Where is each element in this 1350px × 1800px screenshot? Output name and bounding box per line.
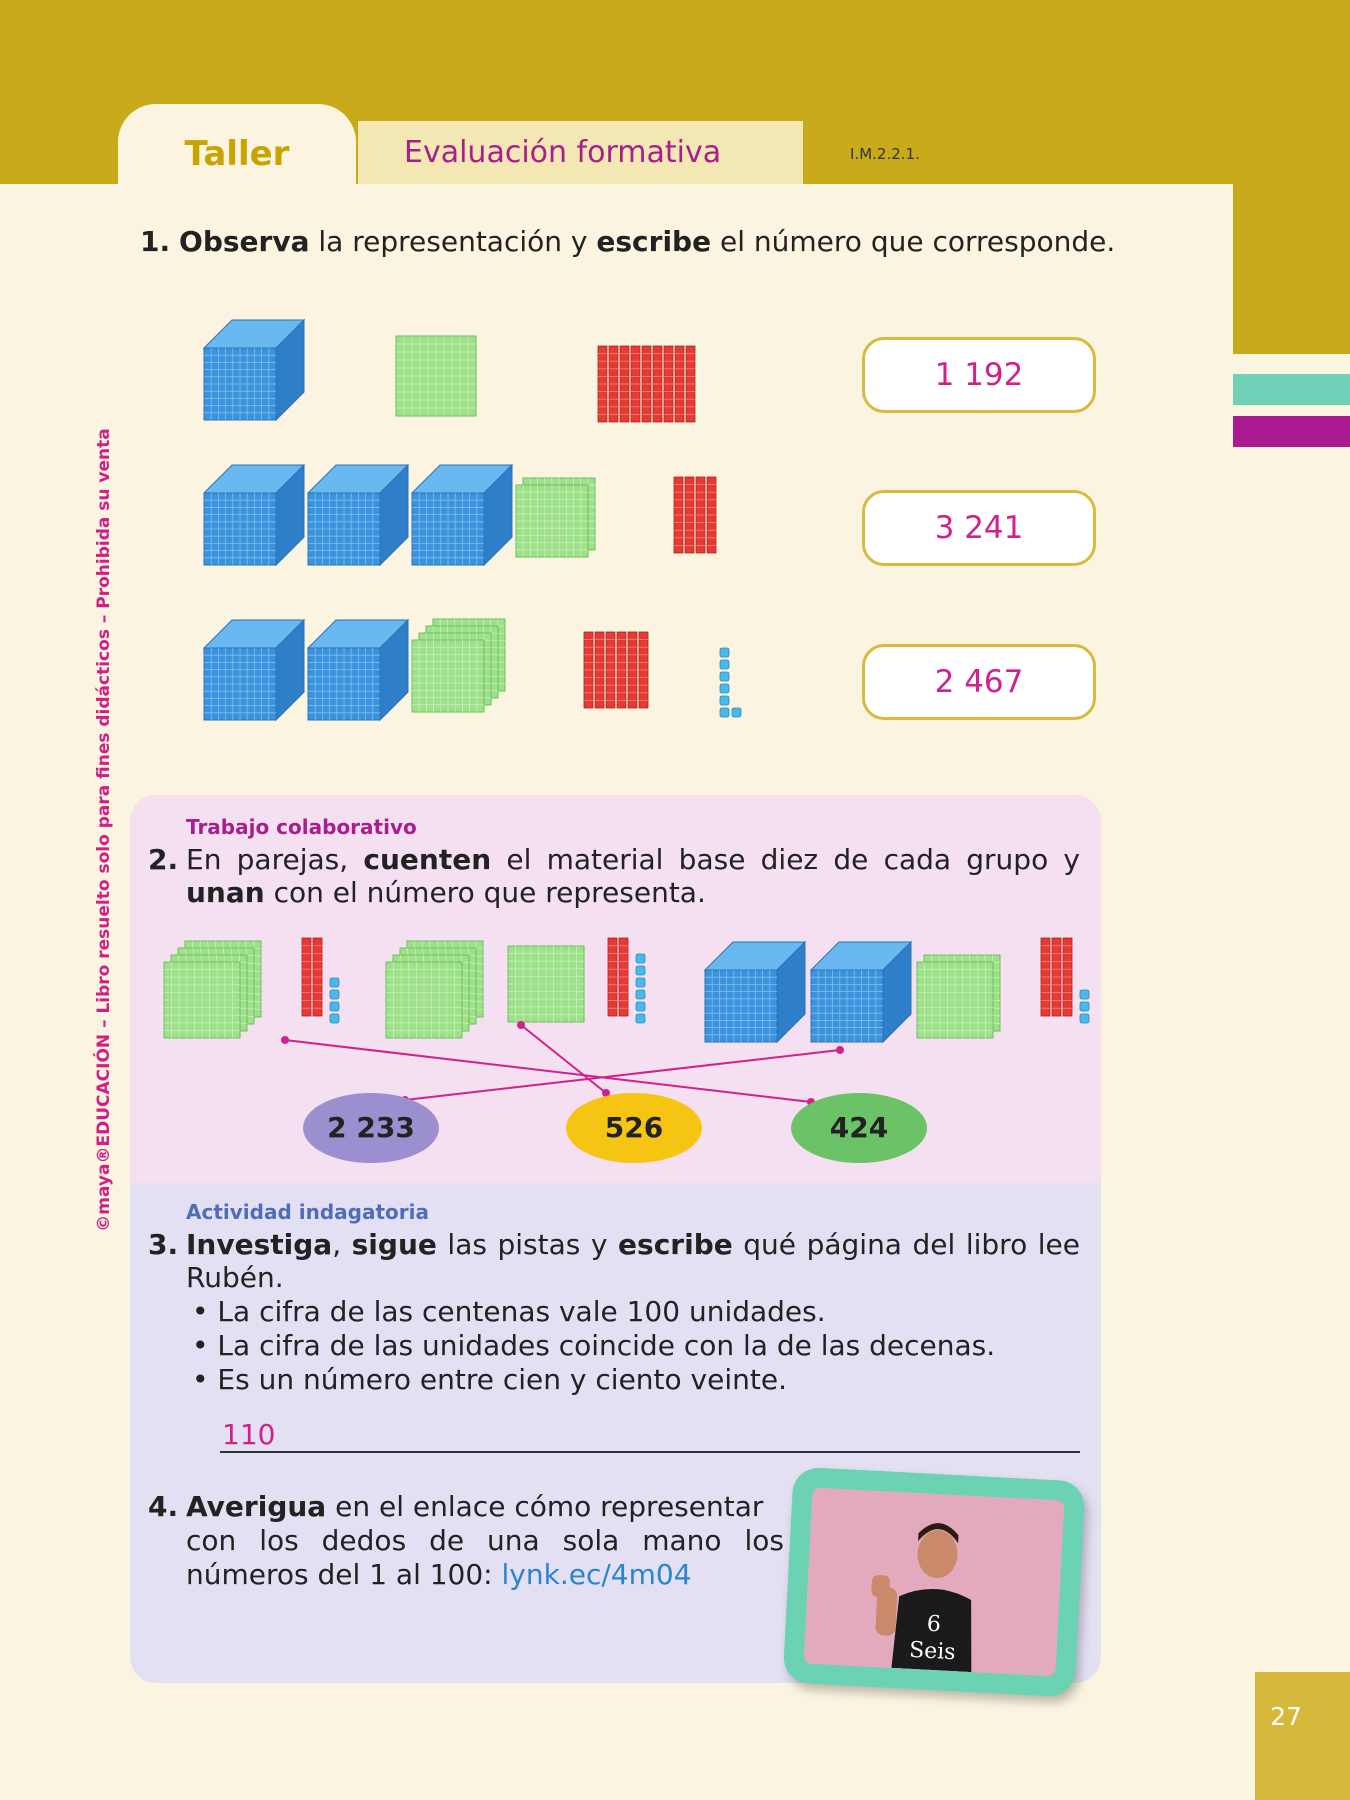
- thousand-cube: [204, 465, 304, 565]
- photo-caption-number: 6: [926, 1611, 942, 1638]
- question-4-number: 4.: [148, 1490, 179, 1523]
- sign-language-photo: [783, 1467, 1086, 1698]
- thousand-cube: [204, 620, 304, 720]
- number-option-3[interactable]: 424: [791, 1093, 927, 1163]
- ten-rods: [1041, 938, 1072, 1016]
- thousand-cube: [412, 465, 512, 565]
- question-4-line-2: con los dedos de una sola mano los: [186, 1524, 784, 1557]
- unit-cubes: [720, 648, 741, 717]
- number-option-1[interactable]: 2 233: [303, 1093, 439, 1163]
- clue-3: • Es un número entre cien y ciento veinte.: [192, 1363, 787, 1396]
- unit-cubes: [330, 978, 339, 1023]
- hundred-flats: [917, 955, 1000, 1038]
- tab-taller-label: Taller: [184, 134, 290, 174]
- hundred-flats: [396, 336, 476, 416]
- answer-box-2[interactable]: 3 241: [862, 490, 1096, 566]
- number-option-2[interactable]: 526: [566, 1093, 702, 1163]
- page-number: 27: [1270, 1702, 1302, 1731]
- thousand-cube: [204, 320, 304, 420]
- question-3-line-1: Investiga, sigue las pistas y escribe qué página del libro lee: [186, 1228, 1080, 1261]
- side-credit: ©maya®EDUCACIÓN – Libro resuelto solo para fines didácticos – Prohibida su venta: [94, 428, 114, 1232]
- hundred-flats: [516, 478, 595, 557]
- question-4-line-1: Averigua en el enlace cómo representar: [186, 1490, 764, 1523]
- resource-link[interactable]: lynk.ec/4m04: [501, 1558, 692, 1591]
- thousand-cube: [811, 942, 911, 1042]
- base-ten-blocks-q2: [150, 930, 1090, 1120]
- question-1: 1. Observa la representación y escribe el número que corresponde.: [140, 225, 1116, 258]
- unit-cubes: [1080, 990, 1089, 1023]
- signing-person-illustration: [804, 1488, 1065, 1677]
- side-band: [1233, 184, 1350, 354]
- base-ten-blocks-q1: [190, 300, 780, 740]
- ten-rods: [674, 477, 716, 553]
- thousand-cube: [308, 465, 408, 565]
- hundred-flats: [386, 941, 483, 1038]
- ten-rods: [598, 346, 695, 422]
- hundred-flats: [164, 941, 261, 1038]
- inquiry-label: Actividad indagatoria: [186, 1200, 429, 1224]
- answer-line: [220, 1451, 1080, 1453]
- hundred-flats: [508, 946, 584, 1022]
- magenta-stripe: [1233, 416, 1350, 447]
- tab-evaluacion-label: Evaluación formativa: [404, 135, 722, 170]
- unit-cubes: [636, 954, 645, 1023]
- answer-box-1[interactable]: 1 192: [862, 337, 1096, 413]
- answer-3[interactable]: 110: [222, 1418, 276, 1451]
- question-2-number: 2.: [148, 843, 179, 876]
- clue-2: • La cifra de las unidades coincide con la de las decenas.: [192, 1329, 996, 1362]
- question-3-line-2: Rubén.: [186, 1261, 284, 1294]
- question-3-number: 3.: [148, 1228, 179, 1261]
- tab-evaluacion: [358, 121, 803, 184]
- answer-box-3[interactable]: 2 467: [862, 644, 1096, 720]
- page-number-box: [1255, 1672, 1350, 1800]
- curriculum-code: I.M.2.2.1.: [850, 145, 920, 163]
- photo-caption-word: Seis: [908, 1637, 957, 1666]
- thousand-cube: [308, 620, 408, 720]
- question-2-line-1: En parejas, cuenten el material base diez de cada grupo y: [186, 843, 1081, 876]
- teal-stripe: [1233, 374, 1350, 405]
- clue-1: • La cifra de las centenas vale 100 unidades.: [192, 1295, 826, 1328]
- tab-taller: [118, 104, 356, 188]
- collaborative-label: Trabajo colaborativo: [186, 815, 417, 839]
- ten-rods: [608, 938, 628, 1016]
- question-2-line-2: unan con el número que representa.: [186, 876, 706, 909]
- hundred-flats: [412, 619, 505, 712]
- thousand-cube: [705, 942, 805, 1042]
- question-4-line-3: números del 1 al 100: lynk.ec/4m04: [186, 1558, 692, 1591]
- ten-rods: [584, 632, 648, 708]
- ten-rods: [302, 938, 322, 1016]
